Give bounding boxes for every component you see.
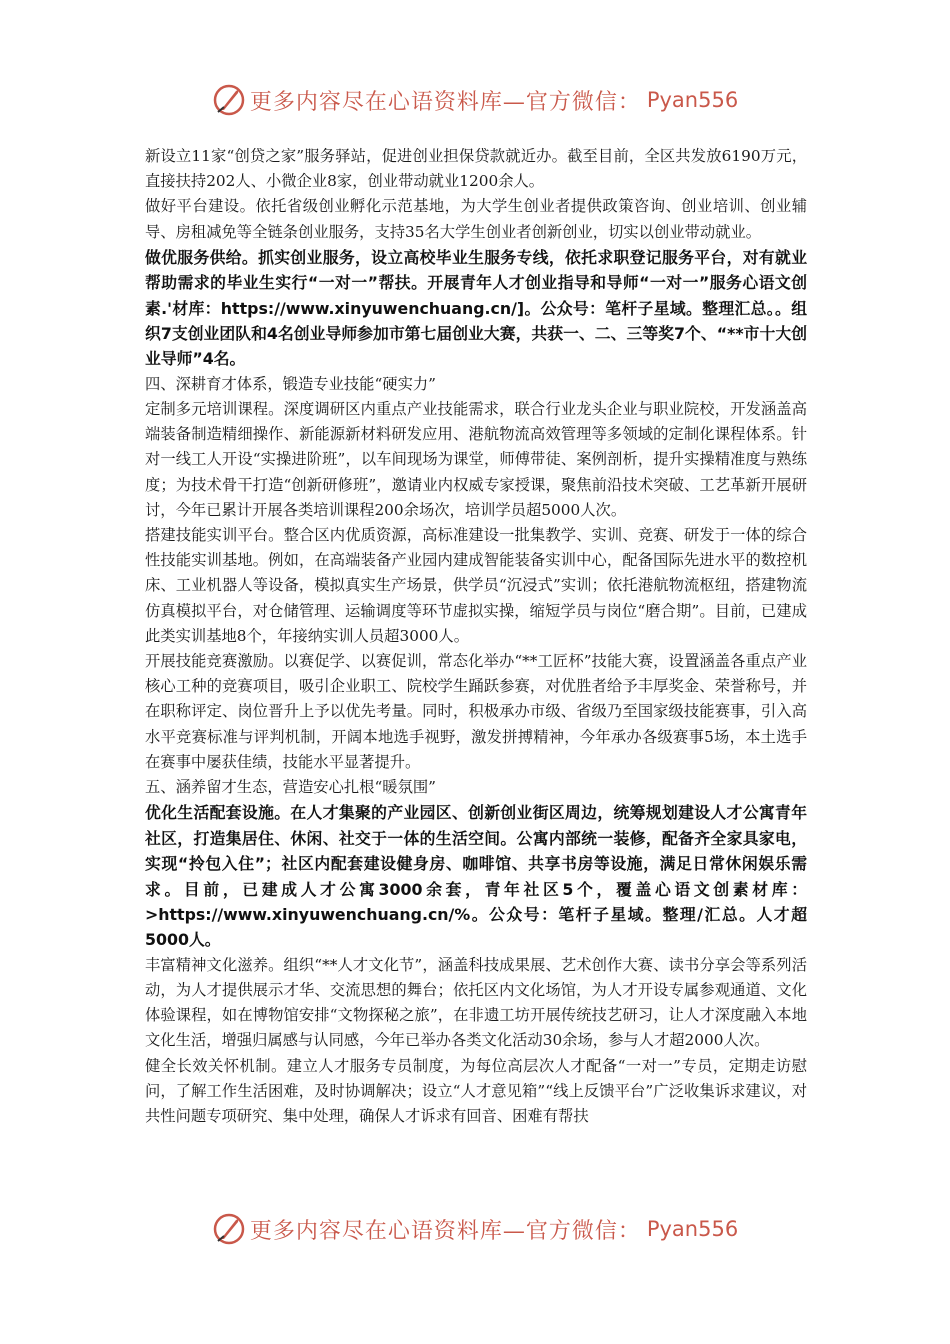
paragraph: 健全长效关怀机制。建立人才服务专员制度，为每位高层次人才配备“一对一”专员，定期走访慰问，了解工作生活困难，及时协调解决；设立“人才意见箱”“线上反馈平台”广泛收集诉求建议，对共性问题专项研究、集中处理，确保人才诉求有回音、困难有帮扶 [145, 1056, 807, 1125]
paragraph-bold: 做优服务供给。抓实创业服务，设立高校毕业生服务专线，依托求职登记服务平台，对有就业帮助需求的毕业生实行“一对一”帮扶。开展青年人才创业指导和导师“一对一”服务心语文创素.'材库：https://www.xinyuwenchuang.cn/]。公众号：笔杆子星域。整理汇总。。组织7支创业团队和4名创业导师参加市第七届创业大赛，共获一、二、三等奖7个、“**市十大创业导师”4名。 [145, 247, 807, 369]
paragraph: 搭建技能实训平台。整合区内优质资源，高标准建设一批集教学、实训、竞赛、研发于一体的综合性技能实训基地。例如，在高端装备产业园内建成智能装备实训中心，配备国际先进水平的数控机床、工业机器人等设备，模拟真实生产场景，供学员“沉浸式”实训；依托港航物流枢纽，搭建物流仿真模拟平台，对仓储管理、运输调度等环节虚拟实操，缩短学员与岗位“磨合期”。目前，已建成此类实训基地8个，年接纳实训人员超3000人。 [145, 526, 807, 645]
banner-wechat-id: Pyan556 [646, 1217, 739, 1241]
banner-text: 更多内容尽在心语资料库—官方微信： [249, 1218, 641, 1244]
document-body [145, 144, 807, 1129]
quill-logo-icon [212, 1212, 246, 1246]
paragraph: 开展技能竞赛激励。以赛促学、以赛促训，常态化举办“**工匠杯”技能大赛，设置涵盖各重点产业核心工种的竞赛项目，吸引企业职工、院校学生踊跃参赛，对优胜者给予丰厚奖金、荣誉称号，并在职称评定、岗位晋升上予以优先考量。同时，积极承办市级、省级乃至国家级技能赛事，引入高水平竞赛标准与评判机制，开阔本地选手视野，激发拼搏精神，今年承办各级赛事5场，本土选手在赛事中屡获佳绩，技能水平显著提升。 [145, 652, 807, 771]
paragraph: 丰富精神文化滋养。组织“**人才文化节”，涵盖科技成果展、艺术创作大赛、读书分享会等系列活动，为人才提供展示才华、交流思想的舞台；依托区内文化场馆，为人才开设专属参观通道、文化体验课程，如在博物馆安排“文物探秘之旅”，在非遗工坊开展传统技艺研习，让人才深度融入本地文化生活，增强归属感与认同感，今年已举办各类文化活动30余场，参与人才超2000人次。 [145, 955, 807, 1050]
quill-logo-icon [212, 83, 246, 117]
paragraph: 新设立11家“创贷之家”服务驿站，促进创业担保贷款就近办。截至目前，全区共发放6190万元，直接扶持202人、小微企业8家，创业带动就业1200余人。 [145, 147, 807, 191]
paragraph: 做好平台建设。依托省级创业孵化示范基地，为大学生创业者提供政策咨询、创业培训、创业辅导、房租减免等全链条创业服务，支持35名大学生创业者创新创业，切实以创业带动就业。 [145, 197, 807, 241]
section-heading: 四、深耕育才体系，锻造专业技能“硬实力” [145, 374, 436, 393]
header-banner [0, 80, 950, 120]
footer-banner [0, 1209, 950, 1249]
paragraph: 定制多元培训课程。深度调研区内重点产业技能需求，联合行业龙头企业与职业院校，开发涵盖高端装备制造精细操作、新能源新材料研发应用、港航物流高效管理等多领域的定制化课程体系。针对一线工人开设“实操进阶班”，以车间现场为课堂，师傅带徒、案例剖析，提升实操精准度与熟练度；为技术骨干打造“创新研修班”，邀请业内权威专家授课，聚焦前沿技术突破、工艺革新开展研讨，今年已累计开展各类培训课程200余场次，培训学员超5000人次。 [145, 400, 807, 519]
banner-wechat-id: Pyan556 [646, 88, 739, 112]
section-heading: 五、涵养留才生态，营造安心扎根“暖氛围” [145, 778, 436, 797]
banner-text: 更多内容尽在心语资料库—官方微信： [249, 89, 641, 115]
paragraph-bold: 优化生活配套设施。在人才集聚的产业园区、创新创业街区周边，统筹规划建设人才公寓青年社区，打造集居住、休闲、社交于一体的生活空间。公寓内部统一装修，配备齐全家具家电，实现“拎包入住”；社区内配套建设健身房、咖啡馆、共享书房等设施，满足日常休闲娱乐需求。目前，已建成人才公寓3000余套，青年社区5个，覆盖心语文创素材库：>https://www.xinyuwenchuang.cn/%。公众号：笔杆子星域。整理/汇总。人才超5000人。 [145, 803, 807, 950]
